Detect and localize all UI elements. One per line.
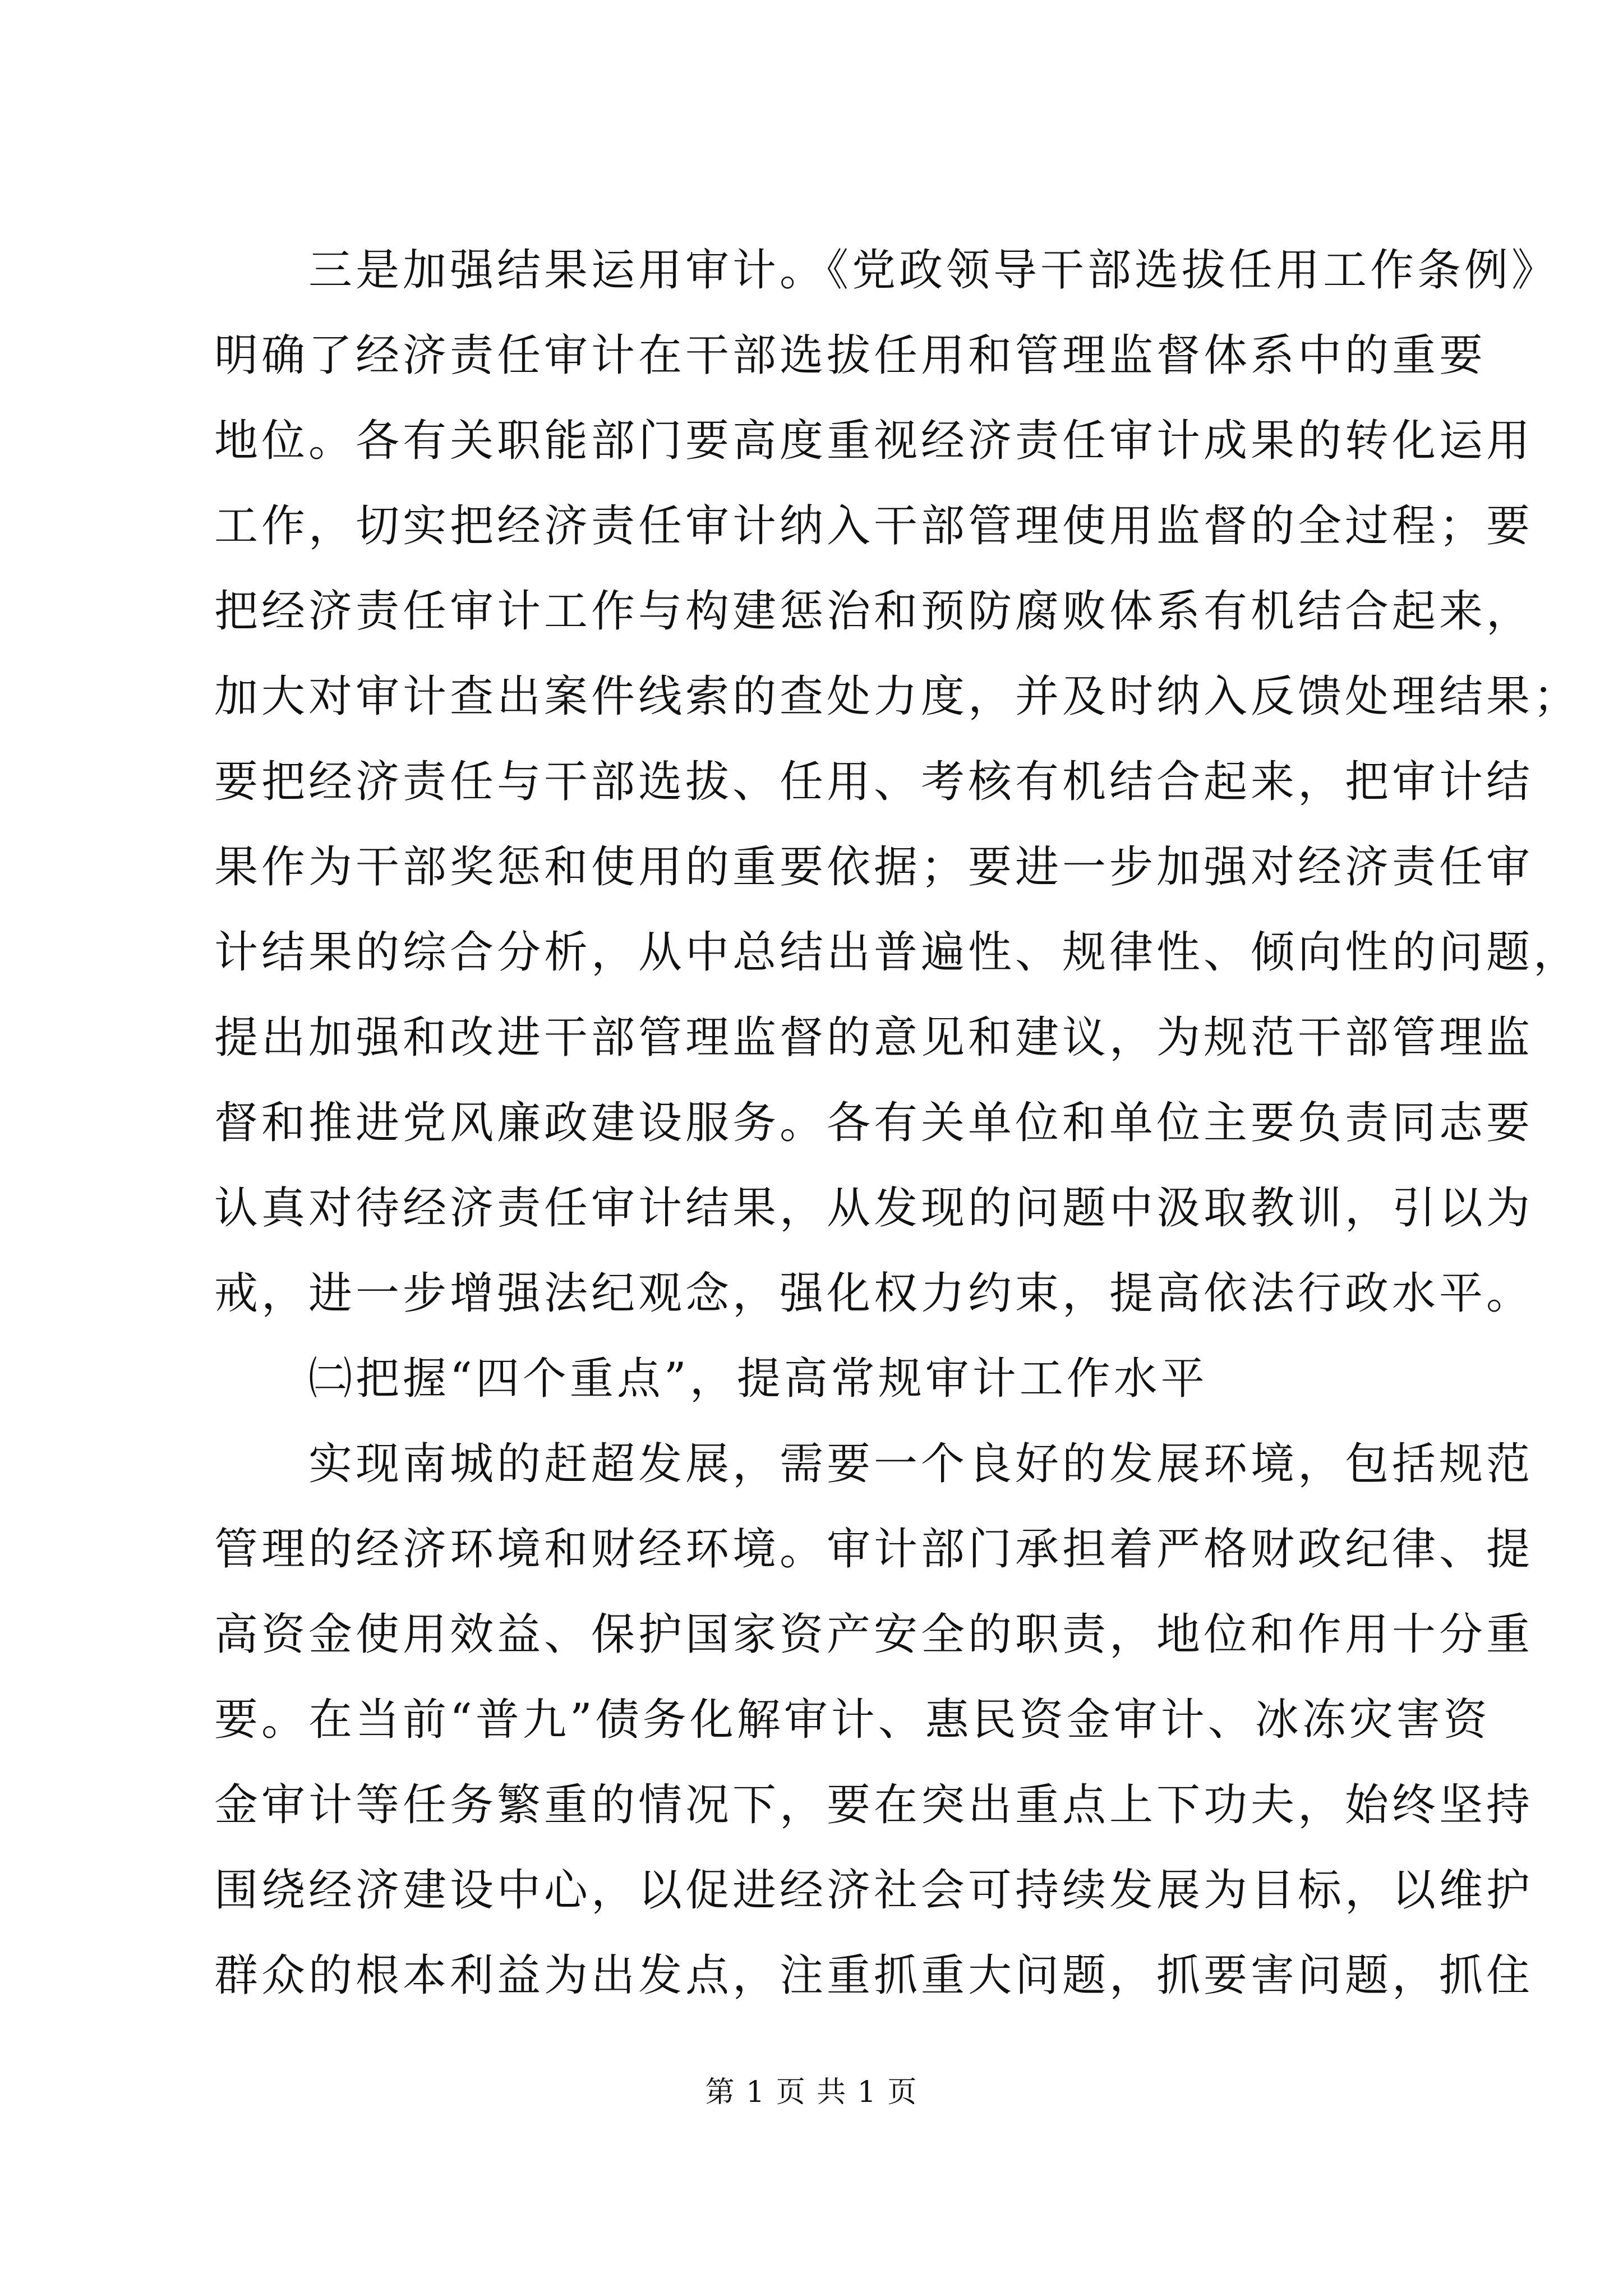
text-line: 加大对审计查出案件线索的查处力度，并及时纳入反馈处理结果； [214, 671, 1581, 722]
text-line: 果作为干部奖惩和使用的重要依据；要进一步加强对经济责任审 [214, 842, 1534, 892]
text-line: 围绕经济建设中心，以促进经济社会可持续发展为目标，以维护 [214, 1865, 1534, 1916]
text-line: 明确了经济责任审计在干部选拔任用和管理监督体系中的重要 [214, 330, 1487, 381]
text-line: 把经济责任审计工作与构建惩治和预防腐败体系有机结合起来， [214, 586, 1534, 637]
section-heading: ㈡把握“四个重点”，提高常规审计工作水平 [214, 1354, 1208, 1404]
text-line: 工作，切实把经济责任审计纳入干部管理使用监督的全过程；要 [214, 501, 1534, 551]
text-line: 高资金使用效益、保护国家资产安全的职责，地位和作用十分重 [214, 1609, 1534, 1660]
text-line: 要把经济责任与干部选拔、任用、考核有机结合起来，把审计结 [214, 757, 1534, 807]
text-line: 要。在当前“普九”债务化解审计、惠民资金审计、冰冻灾害资 [214, 1695, 1491, 1745]
text-line: 群众的根本利益为出发点，注重抓重大问题，抓要害问题，抓住 [214, 1950, 1534, 2001]
text-line: 提出加强和改进干部管理监督的意见和建议，为规范干部管理监 [214, 1013, 1534, 1063]
text-line: 戒，进一步增强法纪观念，强化权力约束，提高依法行政水平。 [214, 1268, 1534, 1319]
text-line: 督和推进党风廉政建设服务。各有关单位和单位主要负责同志要 [214, 1098, 1534, 1148]
text-line: 实现南城的赶超发展，需要一个良好的发展环境，包括规范 [214, 1439, 1534, 1489]
text-line: 金审计等任务繁重的情况下，要在突出重点上下功夫，始终坚持 [214, 1780, 1534, 1830]
text-line: 计结果的综合分析，从中总结出普遍性、规律性、倾向性的问题， [214, 927, 1581, 978]
text-line: 地位。各有关职能部门要高度重视经济责任审计成果的转化运用 [214, 416, 1534, 466]
text-line: 管理的经济环境和财经环境。审计部门承担着严格财政纪律、提 [214, 1524, 1534, 1575]
text-line: 三是加强结果运用审计。《党政领导干部选拔任用工作条例》 [214, 245, 1559, 296]
page-footer: 第 1 页 共 1 页 [705, 2076, 918, 2109]
text-line: 认真对待经济责任审计结果，从发现的问题中汲取教训，引以为 [214, 1183, 1534, 1234]
